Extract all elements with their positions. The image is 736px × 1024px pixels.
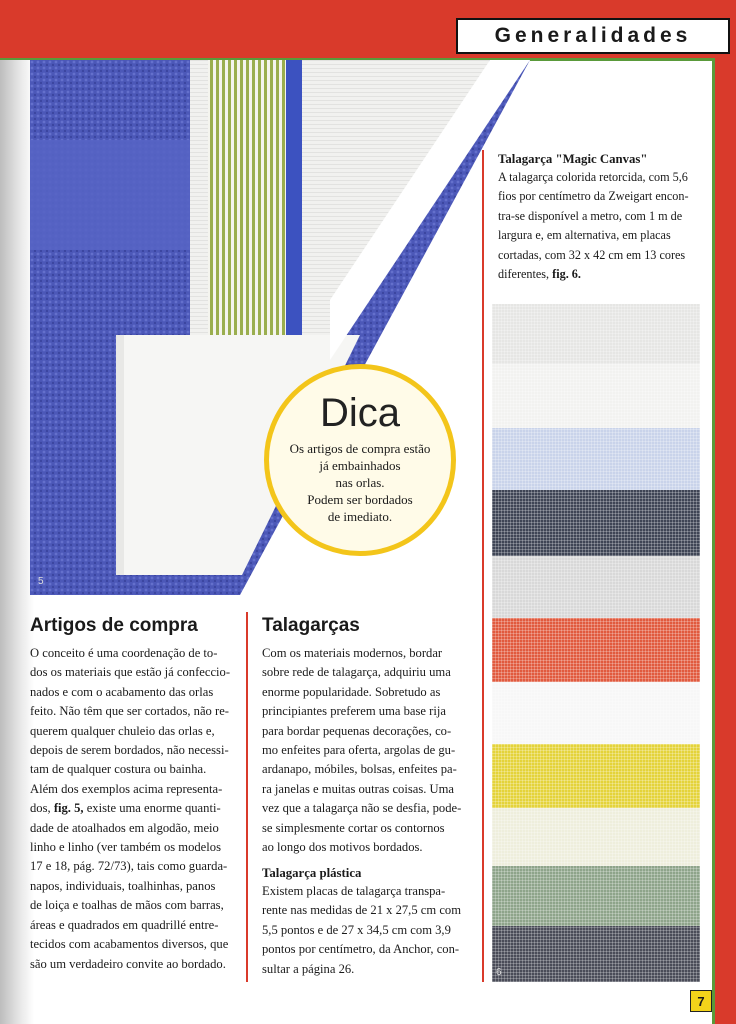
swatch bbox=[492, 744, 700, 808]
canvas-swatches bbox=[492, 304, 700, 982]
text-line: para bordar pequenas decorações, co- bbox=[262, 723, 452, 738]
text-line: depois de serem bordados, não necessi- bbox=[30, 743, 229, 758]
swatch bbox=[492, 808, 700, 866]
column-rule-2 bbox=[482, 150, 484, 982]
text-line: ra janelas e muitas outras coisas. Uma bbox=[262, 781, 454, 796]
text-line: dade de atoalhados em algodão, meio bbox=[30, 820, 219, 835]
section-title: Generalidades bbox=[456, 18, 730, 54]
text-line: cortadas, com 32 x 42 cm em 13 cores bbox=[498, 247, 686, 262]
text-line: Com os materiais modernos, bordar bbox=[262, 646, 443, 660]
text-line: nados e com o acabamento das orlas bbox=[30, 684, 214, 699]
text-line: principiantes preferem uma base rija bbox=[262, 704, 446, 719]
text-line: diferentes, bbox=[498, 267, 550, 282]
tip-line: nas orlas. bbox=[335, 475, 385, 490]
figure-reference: fig. 5, bbox=[53, 801, 84, 816]
page-number: 7 bbox=[690, 990, 712, 1012]
text-line: vez que a talagarça não se desfia, pode- bbox=[262, 801, 462, 816]
swatch bbox=[492, 364, 700, 428]
text-line: A talagarça colorida retorcida, com 5,6 bbox=[498, 170, 688, 184]
text-line: são um verdadeiro convite ao bordado. bbox=[30, 956, 226, 971]
artigos-text bbox=[30, 644, 236, 974]
swatch bbox=[492, 926, 700, 982]
text-line: Existem placas de talagarça transpa- bbox=[262, 884, 446, 898]
text-line: 17 e 18, pág. 72/73), tais como guarda- bbox=[30, 859, 228, 874]
tip-line: já embainhados bbox=[319, 458, 401, 473]
figure-6-label: 6 bbox=[496, 967, 502, 978]
text-line: linho e linho (ver também os modelos bbox=[30, 840, 221, 855]
text-line: áreas e quadrados em quadrillé entre- bbox=[30, 917, 219, 932]
text-line: dos os materiais que estão já confeccio- bbox=[30, 665, 231, 680]
text-line: mo enfeites para oferta, argolas de gu- bbox=[262, 743, 456, 758]
text-line: napos, individuais, toalhinhas, panos bbox=[30, 878, 216, 893]
text-line: O conceito é uma coordenação de to- bbox=[30, 646, 218, 660]
swatch bbox=[492, 618, 700, 682]
text-line: largura e, em alternativa, em placas bbox=[498, 228, 671, 243]
tip-line: Os artigos de compra estão bbox=[289, 441, 431, 456]
figure-reference: fig. 6. bbox=[552, 267, 581, 282]
right-border bbox=[712, 0, 736, 1024]
text-line: tam de qualquer costura ou bainha. bbox=[30, 762, 207, 777]
text-line: tra-se disponível a metro, com 1 m de bbox=[498, 208, 683, 223]
magic-canvas-text bbox=[498, 168, 704, 284]
swatch bbox=[492, 682, 700, 744]
artigos-heading: Artigos de compra bbox=[30, 615, 198, 636]
talagarcas-heading: Talagarças bbox=[262, 615, 360, 636]
text-line: ao longo dos motivos bordados. bbox=[262, 840, 423, 855]
talagarcas-text bbox=[262, 644, 470, 857]
text-line: de loiça e toalhas de mãos com barras, bbox=[30, 898, 224, 913]
tip-line: Podem ser bordados bbox=[307, 492, 413, 507]
figure-5-label: 5 bbox=[38, 576, 44, 587]
text-line: se simplesmente cortar os contornos bbox=[262, 820, 445, 835]
text-line: Além dos exemplos acima representa- bbox=[30, 781, 223, 796]
text-line: enorme popularidade. Sobretudo as bbox=[262, 684, 441, 699]
swatch bbox=[492, 556, 700, 618]
tip-line: de imediato. bbox=[327, 509, 393, 524]
green-rule-right bbox=[712, 58, 715, 1024]
text-line: existe uma enorme quanti- bbox=[83, 801, 221, 816]
text-line: feito. Não têm que ser cortados, não re- bbox=[30, 704, 229, 719]
tip-text bbox=[269, 440, 451, 525]
text-line: sobre rede de talagarça, adquiriu uma bbox=[262, 665, 451, 680]
swatch bbox=[492, 866, 700, 926]
page-gutter-shadow bbox=[0, 60, 34, 1024]
tip-title: Dica bbox=[319, 391, 401, 435]
text-line: dos, bbox=[30, 801, 51, 816]
text-line: querem qualquer chuleio das orlas e, bbox=[30, 723, 215, 738]
swatch bbox=[492, 304, 700, 364]
plastica-heading: Talagarça plástica bbox=[262, 866, 362, 880]
swatch bbox=[492, 428, 700, 490]
plastica-text bbox=[262, 882, 470, 979]
text-line: tecidos com acabamentos diversos, que bbox=[30, 937, 229, 952]
text-line: ardanapo, móbiles, bolsas, enfeites pa- bbox=[262, 762, 457, 777]
text-line: sultar a página 26. bbox=[262, 961, 355, 976]
swatch bbox=[492, 490, 700, 556]
text-line: rente nas medidas de 21 x 27,5 cm com bbox=[262, 903, 461, 918]
magic-canvas-heading: Talagarça "Magic Canvas" bbox=[498, 152, 648, 166]
text-line: pontos por centímetro, da Anchor, con- bbox=[262, 942, 460, 957]
column-rule-1 bbox=[246, 612, 248, 982]
text-line: fios por centímetro da Zweigart encon- bbox=[498, 189, 689, 204]
text-line: 5,5 pontos e de 27 x 34,5 cm com 3,9 bbox=[262, 922, 451, 937]
tip-callout bbox=[264, 364, 456, 556]
